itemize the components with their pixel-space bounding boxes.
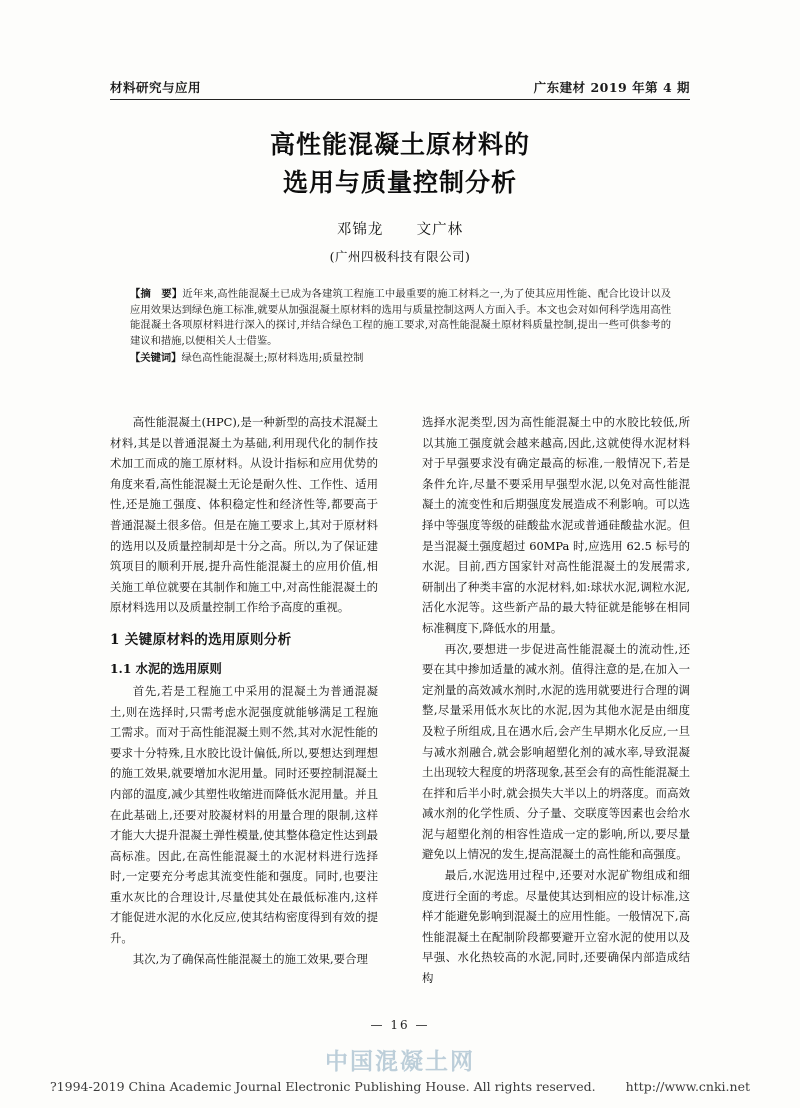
author-affiliation: (广州四极科技有限公司) xyxy=(329,249,471,264)
keywords-label: 【关键词】 xyxy=(130,352,182,365)
copyright-text: ?1994-2019 China Academic Journal Electronic Publishing House. All rights reserved. xyxy=(49,1079,596,1094)
keywords-paragraph xyxy=(130,351,671,367)
running-head-left: 材料研究与应用 xyxy=(110,80,202,95)
keywords-text: 绿色高性能混凝土;原材料选用;质量控制 xyxy=(181,352,364,365)
running-head-right: 广东建材 2019 年第 4 期 xyxy=(533,80,690,95)
running-head xyxy=(110,78,690,96)
paragraph: 其次,为了确保高性能混凝土的施工效果,要合理 xyxy=(132,951,368,966)
paragraph: 再次,要想进一步促进高性能混凝土的流动性,还要在其中掺加适量的减水剂。值得注意的是,在加入一定剂量的高效减水剂时,水泥的选用就要进行合理的调整,尽量采用低水灰比的水泥,因为其他水泥是由细度及粒子所组成,且在遇水后,会产生早期水化反应,一旦与减水剂融合,就会影响超塑化剂的减水率,导致混凝土出现较大程度的坍落现象,甚至会有的高性能混凝土在拌和后半小时,就会损失大半以上的坍落度。而高效减水剂的化学性质、分子量、交联度等因素也会给水泥与超塑化剂的相容性造成一定的影响,所以,要尽量避免以上情况的发生,提高混凝土的高性能和高强度。 xyxy=(422,641,690,862)
abstract-paragraph xyxy=(130,287,671,349)
abstract-block xyxy=(130,287,671,367)
copyright-line xyxy=(0,1079,800,1094)
page-number: — 16 — xyxy=(370,1018,430,1032)
paragraph: 首先,若是工程施工中采用的混凝土为普通混凝土,则在选择时,只需考虑水泥强度就能够满足工程施工需求。而对于高性能混凝土则不然,其对水泥性能的要求十分特殊,且水胶比设计偏低,所以,要想达到理想的施工效果,就要增加水泥用量。同时还要控制混凝土内部的温度,减少其塑性收缩进而降低水泥用量。并且在此基础上,还要对胶凝材料的用量合理的限制,这样才能大大提升混凝土弹性模量,使其整体稳定性达到最高标准。因此,在高性能混凝土的水泥材料进行选择时,一定要充分考虑其流变性能和强度。同时,也要注重水灰比的合理设计,尽量使其处在最低标准内,这样才能促进水泥的水化反应,使其结构密度得到有效的提升。 xyxy=(110,683,378,946)
body-column-right xyxy=(422,412,690,989)
page-title-line-1: 高性能混凝土原材料的 xyxy=(269,130,530,159)
paragraph: 最后,水泥选用过程中,还要对水泥矿物组成和细度进行全面的考虑。尽量使其达到相应的设计标准,这样才能避免影响到混凝土的应用性能。一般情况下,高性能混凝土在配制阶段都要避开立窑水泥的使用以及早强、水化热较高的水泥,同时,还要确保内部造成结构 xyxy=(422,868,690,986)
paragraph: 选择水泥类型,因为高性能混凝土中的水胶比较低,所以其施工强度就会越来越高,因此,这就使得水泥材料对于早强要求没有确定最高的标准,一般情况下,若是条件允许,尽量不要采用早强型水泥,以免对高性能混凝土的流变性和后期强度发展造成不利影响。可以选择中等强度等级的硅酸盐水泥或普通硅酸盐水泥。但是当混凝土强度超过 60MPa 时,应选用 62.5 标号的水泥。目前,西方国家针对高性能混凝土的发展需求,研制出了种类丰富的水泥材料,如:球状水泥,调粒水泥,活化水泥等。这些新产品的最大特征就是能够在相同标准稠度下,降低水的用量。 xyxy=(422,415,690,635)
header-divider xyxy=(110,99,690,100)
paragraph: 高性能混凝土(HPC),是一种新型的高技术混凝土材料,其是以普通混凝土为基础,利用现代化的制作技术加工而成的施工原材料。从设计指标和应用优势的角度来看,高性能混凝土无论是耐久性、工作性、适用性,还是施工强度、体积稳定性和经济性等,都要高于普通混凝土很多倍。但是在施工要求上,其对于原材料的选用以及质量控制却是十分之高。所以,为了保证建筑项目的顺利开展,提升高性能混凝土的应用价值,相关施工单位就要在其制作和施工中,对高性能混凝土的原材料选用以及质量控制工作给予高度的重视。 xyxy=(110,415,378,615)
author-2: 文广林 xyxy=(416,222,464,238)
subsection-heading: 1.1 水泥的选用原则 xyxy=(110,660,222,676)
author-1: 邓锦龙 xyxy=(336,222,384,238)
section-heading: 1 关键原材料的选用原则分析 xyxy=(110,631,292,648)
author-list xyxy=(110,218,690,239)
publisher-url: http://www.cnki.net xyxy=(625,1079,750,1094)
abstract-text: 近年来,高性能混凝土已成为各建筑工程施工中最重要的施工材料之一,为了使其应用性能、配合比设计以及应用效果达到绿色施工标准,就要从加强混凝土原材料的选用与质量控制这两人方面入手。本文也会对如何科学选用高性能混凝土各项原材料进行深入的探讨,并结合绿色工程的施工要求,对高性能混凝土原材料质量控制,提出一些可供参考的建议和措施,以便相关人士借鉴。 xyxy=(130,288,672,347)
watermark: 中国混凝土网 xyxy=(325,1049,475,1075)
page-title-line-2: 选用与质量控制分析 xyxy=(282,168,517,197)
abstract-label: 【摘 要】 xyxy=(130,288,183,300)
body-column-left xyxy=(110,412,378,969)
title-block xyxy=(110,126,690,265)
